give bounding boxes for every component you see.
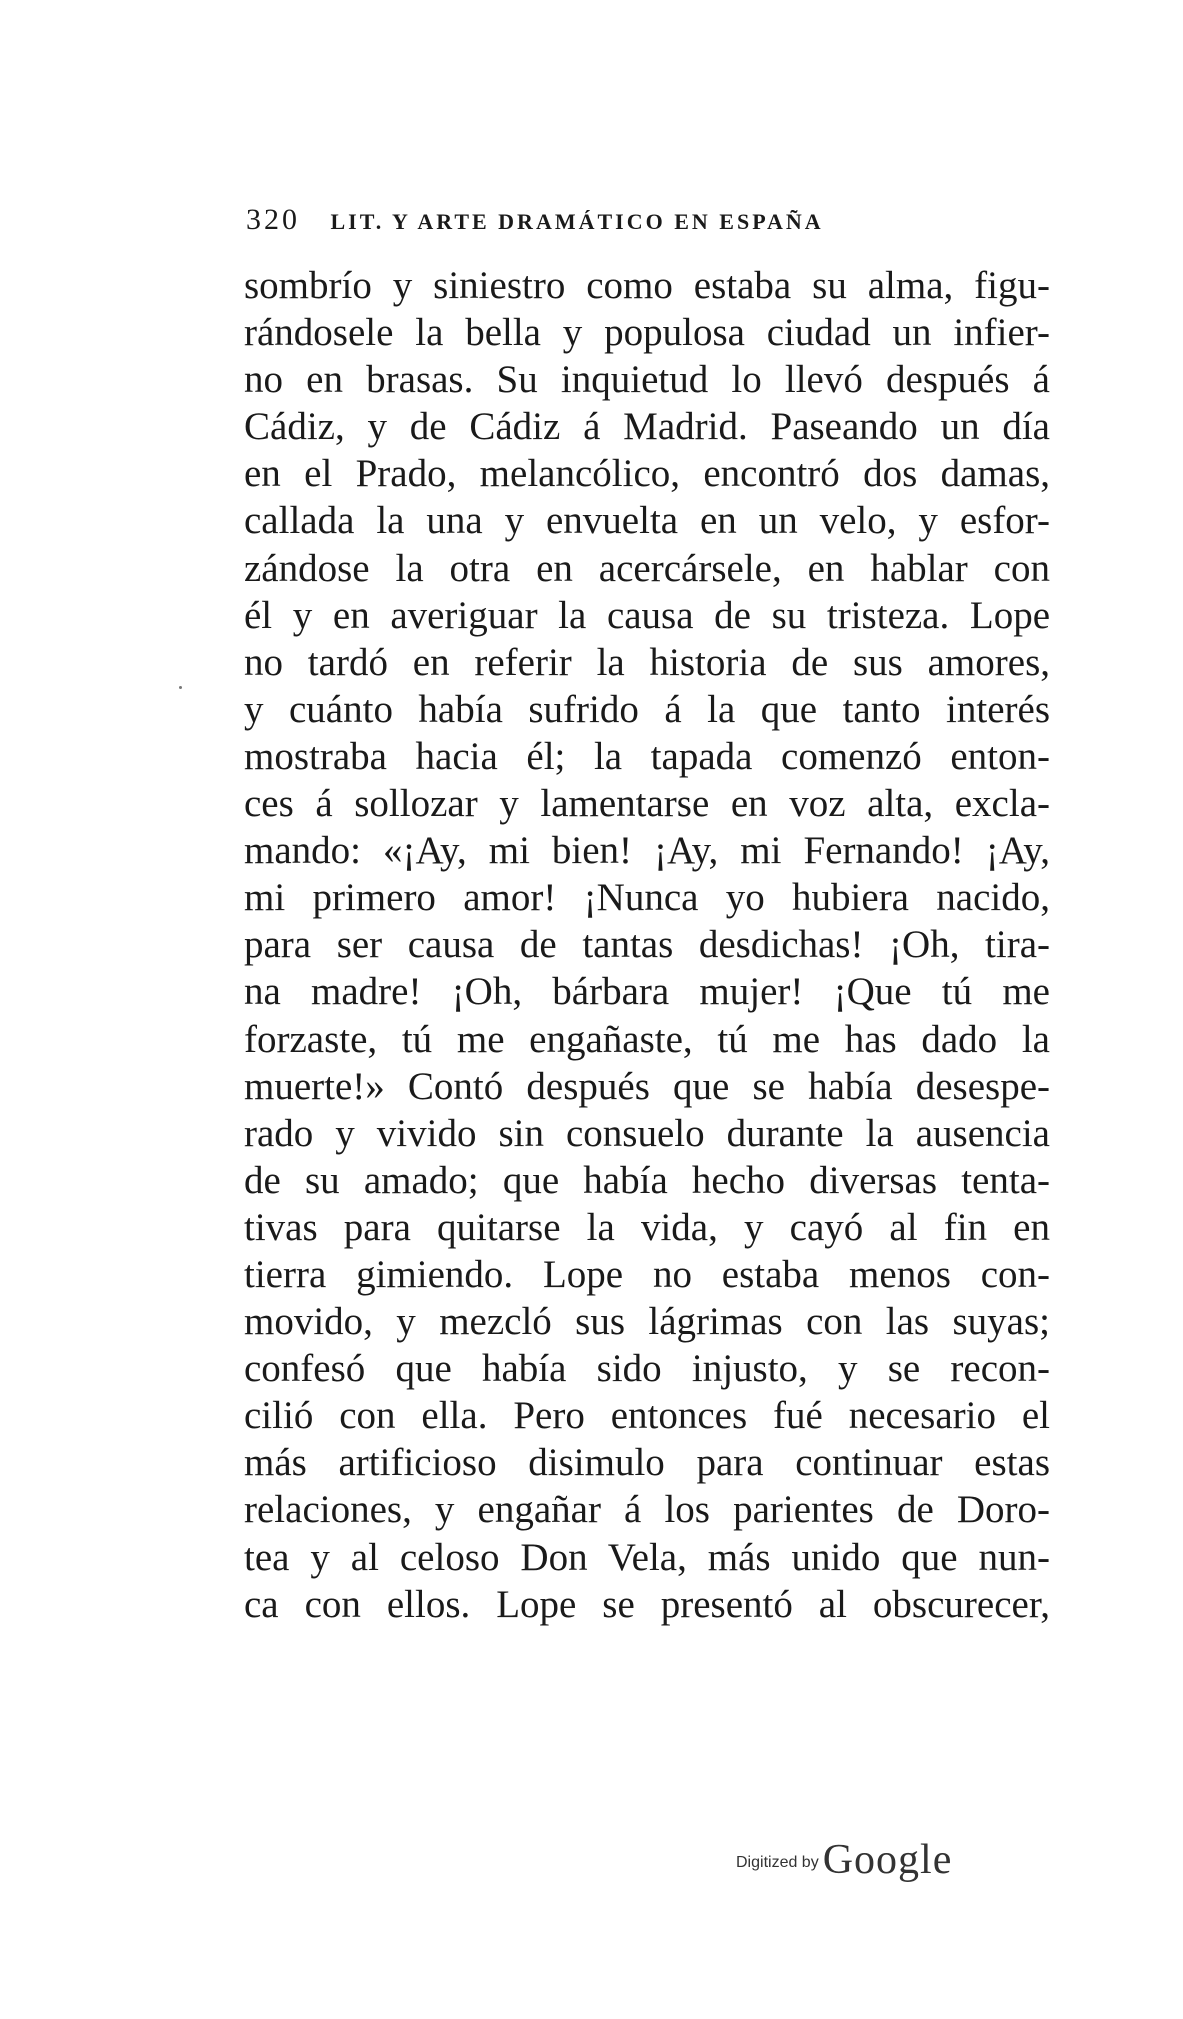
text-line: ces á sollozar y lamentarse en voz alta, excla- (244, 782, 1050, 826)
text-line: tivas para quitarse la vida, y cayó al fin en (244, 1205, 1050, 1249)
text-line: en el Prado, melancólico, encontró dos damas, (244, 452, 1050, 496)
body-text (244, 262, 1050, 1628)
digitized-by-google-mark (736, 1836, 952, 1896)
text-line: sombrío y siniestro como estaba su alma, figu- (244, 264, 1050, 307)
text-line: ca con ellos. Lope se presentó al obscurecer, (244, 1582, 1050, 1626)
text-line: mostraba hacia él; la tapada comenzó enton- (244, 734, 1050, 778)
text-line: y cuánto había sufrido á la que tanto interés (244, 687, 1050, 731)
text-line: tierra gimiendo. Lope no estaba menos con- (244, 1252, 1050, 1296)
running-head-title: LIT. Y ARTE DRAMÁTICO EN ESPAÑA (330, 209, 824, 234)
page-number: 320 (246, 203, 300, 236)
google-wordmark: Google (822, 1837, 953, 1883)
running-head (246, 203, 1046, 243)
text-line: Cádiz, y de Cádiz á Madrid. Paseando un día (244, 405, 1050, 449)
text-line: forzaste, tú me engañaste, tú me has dado la (244, 1017, 1050, 1061)
text-line: muerte!» Contó después que se había desespe- (244, 1064, 1050, 1108)
text-line: tea y al celoso Don Vela, más unido que nun- (244, 1535, 1050, 1579)
text-line: mando: «¡Ay, mi bien! ¡Ay, mi Fernando! ¡Ay, (244, 829, 1050, 873)
text-line: mi primero amor! ¡Nunca yo hubiera nacido, (244, 876, 1050, 920)
text-line: callada la una y envuelta en un velo, y esfor- (244, 499, 1050, 543)
text-line: no tardó en referir la historia de sus amores, (244, 640, 1050, 684)
text-line: confesó que había sido injusto, y se recon- (244, 1347, 1050, 1391)
text-line: rándosele la bella y populosa ciudad un infier- (244, 311, 1050, 355)
text-line: de su amado; que había hecho diversas tenta- (244, 1158, 1050, 1202)
text-line: él y en averiguar la causa de su tristeza. Lope (244, 593, 1050, 637)
text-line: relaciones, y engañar á los parientes de Doro- (244, 1488, 1050, 1532)
scan-speck (179, 686, 182, 689)
text-line: rado y vivido sin consuelo durante la ausencia (244, 1111, 1050, 1155)
text-line: más artificioso disimulo para continuar estas (244, 1441, 1050, 1485)
text-line: movido, y mezcló sus lágrimas con las suyas; (244, 1300, 1050, 1344)
text-line: para ser causa de tantas desdichas! ¡Oh, tira- (244, 923, 1050, 967)
text-line: zándose la otra en acercársele, en hablar con (244, 546, 1050, 590)
text-line: na madre! ¡Oh, bárbara mujer! ¡Que tú me (244, 970, 1050, 1014)
digitized-by-label: Digitized by (736, 1854, 819, 1871)
text-line: cilió con ella. Pero entonces fué necesario el (244, 1394, 1050, 1438)
text-line: no en brasas. Su inquietud lo llevó después á (244, 358, 1050, 402)
